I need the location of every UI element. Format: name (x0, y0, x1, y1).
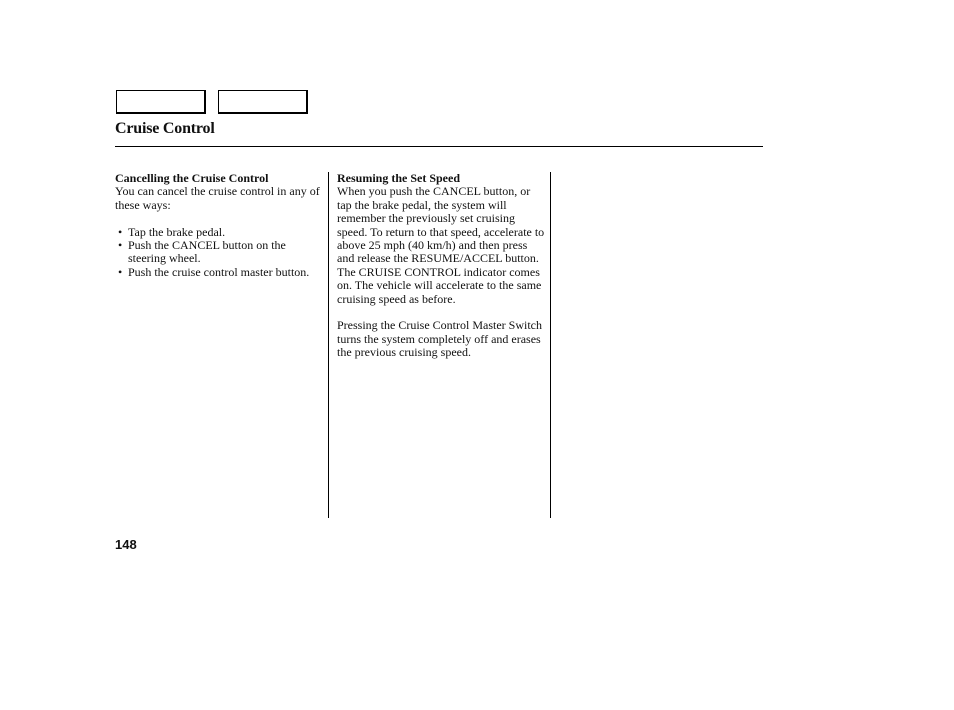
list-item: • Push the cruise control master button. (115, 266, 320, 279)
cancel-methods-list (115, 226, 320, 280)
section-heading-cancelling: Cancelling the Cruise Control (115, 171, 269, 185)
list-item: • Tap the brake pedal. (115, 226, 320, 239)
intro-paragraph: You can cancel the cruise control in any of these ways: (115, 184, 320, 212)
list-item: • Push the CANCEL button on the steering wheel. (115, 239, 320, 266)
nav-next-button[interactable] (218, 90, 308, 114)
nav-previous-button[interactable] (116, 90, 206, 114)
title-divider (115, 146, 763, 147)
column-divider (550, 172, 551, 518)
body-paragraph: Pressing the Cruise Control Master Switch turns the system completely off and erases the previous cruising speed. (337, 318, 542, 360)
body-paragraph: When you push the CANCEL button, or tap the brake pedal, the system will remember the previously set cruising speed. To return to that speed, accelerate to above 25 mph (40 km/h) and then press and release the RESUME/ACCEL button. The CRUISE CONTROL indicator comes on. The vehicle will accelerate to the same cruising speed as before. (337, 184, 545, 306)
column-middle (337, 172, 547, 360)
column-divider (328, 172, 329, 518)
page-title: Cruise Control (115, 120, 215, 137)
section-heading-resuming: Resuming the Set Speed (337, 171, 461, 185)
page-number: 148 (115, 537, 137, 552)
column-left (115, 172, 320, 279)
